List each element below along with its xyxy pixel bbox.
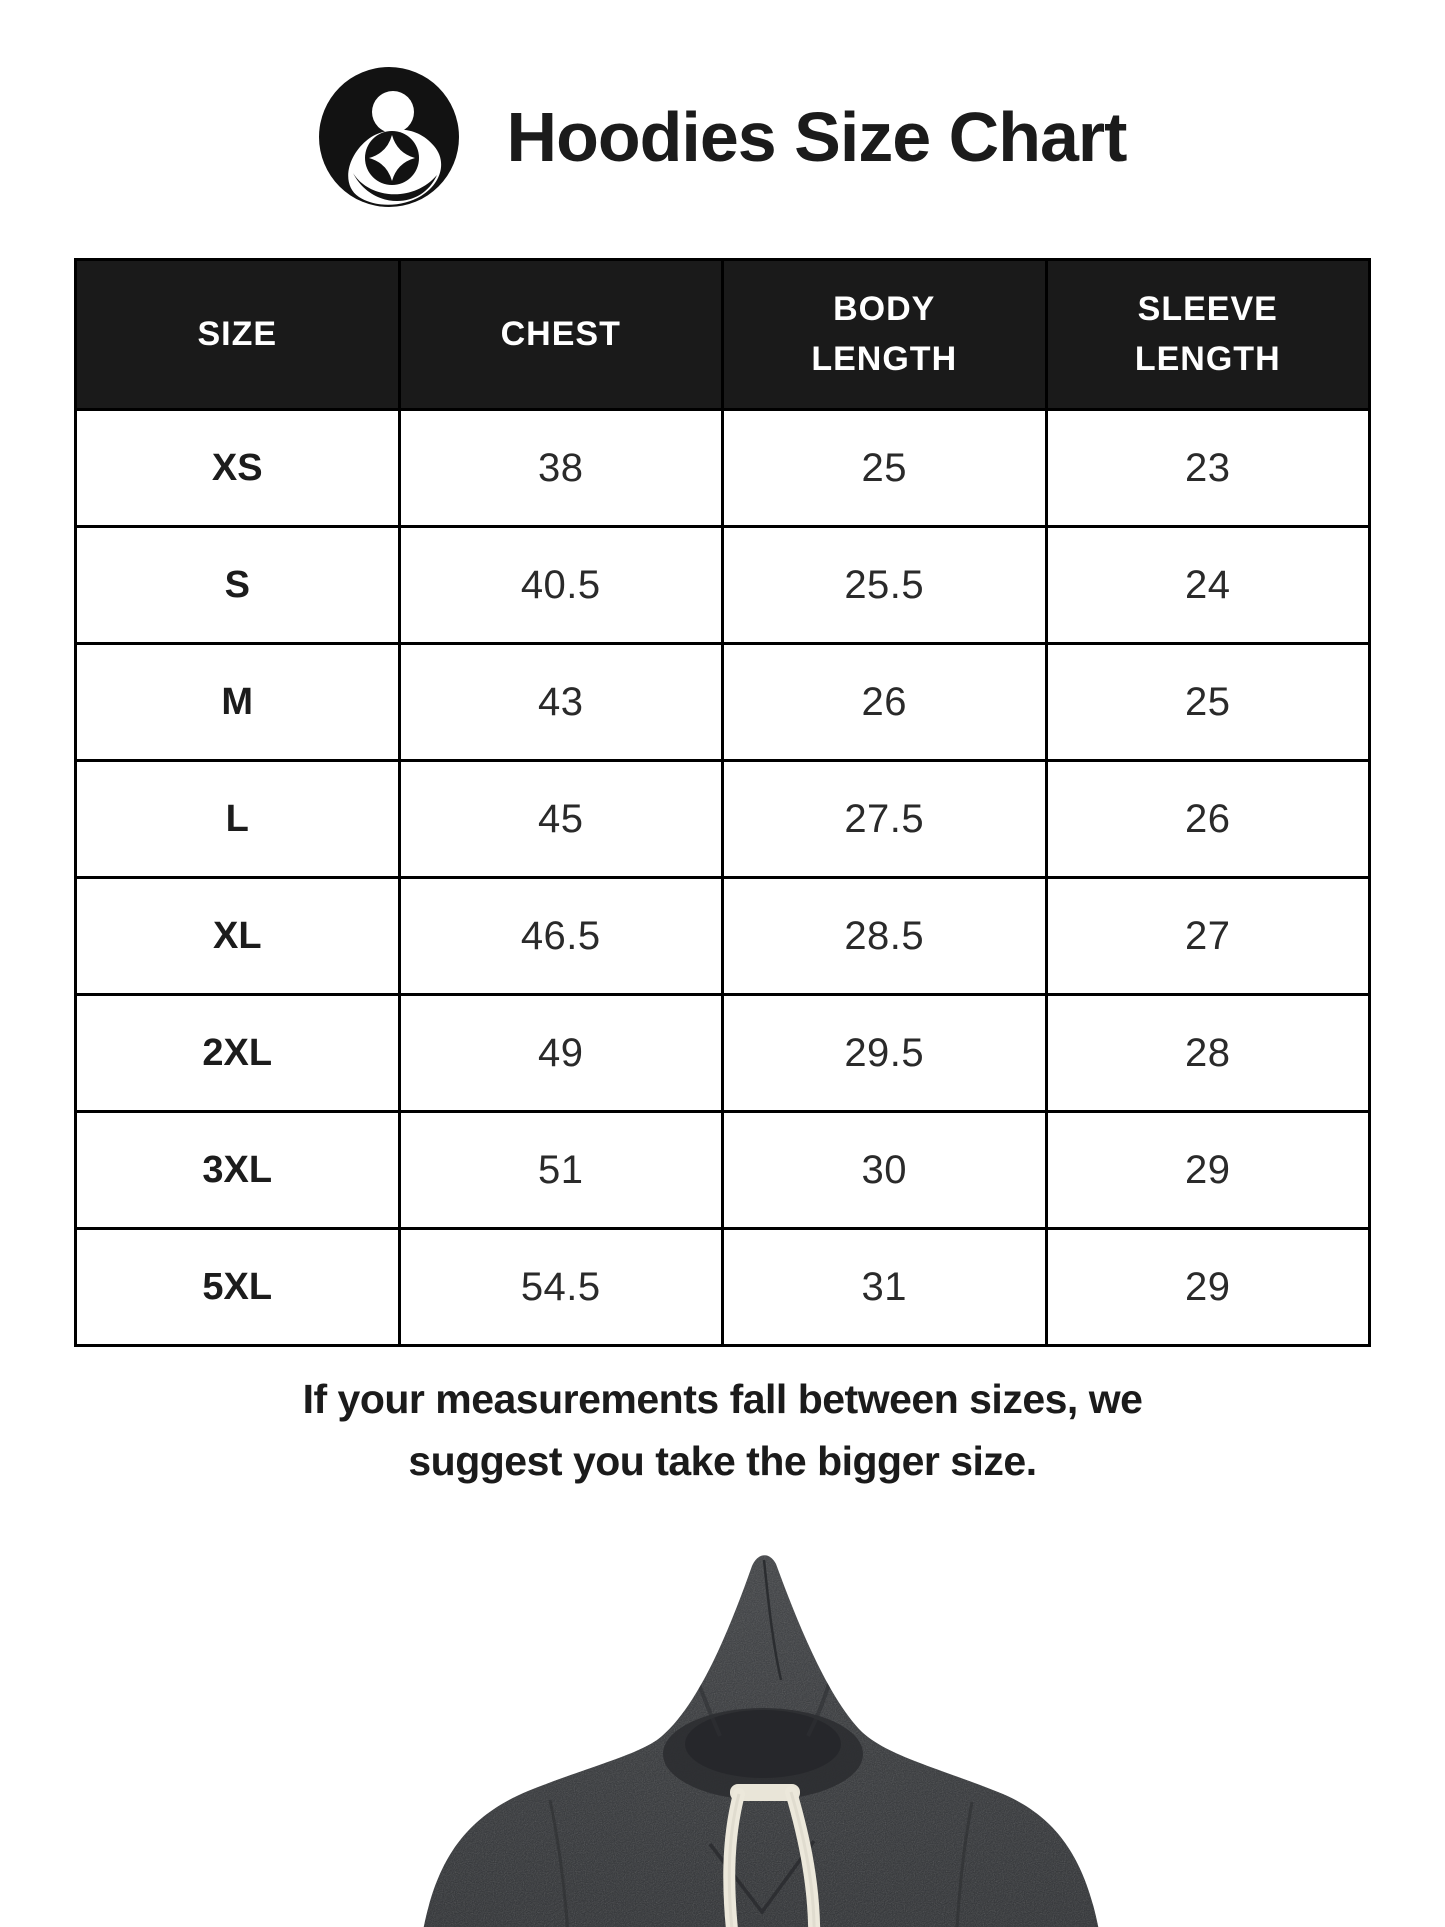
chest-cell: 40.5 xyxy=(401,528,722,642)
size-cell: L xyxy=(77,762,398,876)
chest-cell: 51 xyxy=(401,1113,722,1227)
size-cell: 5XL xyxy=(77,1230,398,1344)
header xyxy=(0,67,1445,207)
size-table xyxy=(74,258,1371,1347)
chest-cell: 46.5 xyxy=(401,879,722,993)
body-length-cell: 25.5 xyxy=(724,528,1045,642)
size-cell: XL xyxy=(77,879,398,993)
sleeve-length-cell: 24 xyxy=(1048,528,1369,642)
sleeve-length-cell: 26 xyxy=(1048,762,1369,876)
size-cell: 3XL xyxy=(77,1113,398,1227)
footer-note-line2: suggest you take the bigger size. xyxy=(408,1438,1037,1484)
body-length-cell: 29.5 xyxy=(724,996,1045,1110)
hoodie-product-image xyxy=(400,1548,1120,1927)
body-length-cell: 25 xyxy=(724,411,1045,525)
column-header-body-length: BODY LENGTH xyxy=(724,261,1045,408)
size-cell: M xyxy=(77,645,398,759)
hoodie-illustration xyxy=(400,1548,1120,1927)
body-length-cell: 27.5 xyxy=(724,762,1045,876)
brand-logo-icon xyxy=(319,67,459,207)
column-header-sleeve-length: SLEEVE LENGTH xyxy=(1048,261,1369,408)
sleeve-length-cell: 27 xyxy=(1048,879,1369,993)
sleeve-length-cell: 28 xyxy=(1048,996,1369,1110)
body-length-cell: 31 xyxy=(724,1230,1045,1344)
chest-cell: 54.5 xyxy=(401,1230,722,1344)
size-cell: 2XL xyxy=(77,996,398,1110)
chest-cell: 49 xyxy=(401,996,722,1110)
footer-note xyxy=(0,1368,1445,1492)
body-length-cell: 26 xyxy=(724,645,1045,759)
page-title: Hoodies Size Chart xyxy=(506,98,1127,176)
sleeve-length-cell: 29 xyxy=(1048,1230,1369,1344)
chest-cell: 38 xyxy=(401,411,722,525)
sleeve-length-cell: 25 xyxy=(1048,645,1369,759)
sleeve-length-cell: 23 xyxy=(1048,411,1369,525)
column-header-size: SIZE xyxy=(77,261,398,408)
chest-cell: 45 xyxy=(401,762,722,876)
size-cell: XS xyxy=(77,411,398,525)
chest-cell: 43 xyxy=(401,645,722,759)
size-cell: S xyxy=(77,528,398,642)
body-length-cell: 28.5 xyxy=(724,879,1045,993)
footer-note-line1: If your measurements fall between sizes, we xyxy=(302,1376,1143,1422)
column-header-chest: CHEST xyxy=(401,261,722,408)
sleeve-length-cell: 29 xyxy=(1048,1113,1369,1227)
body-length-cell: 30 xyxy=(724,1113,1045,1227)
